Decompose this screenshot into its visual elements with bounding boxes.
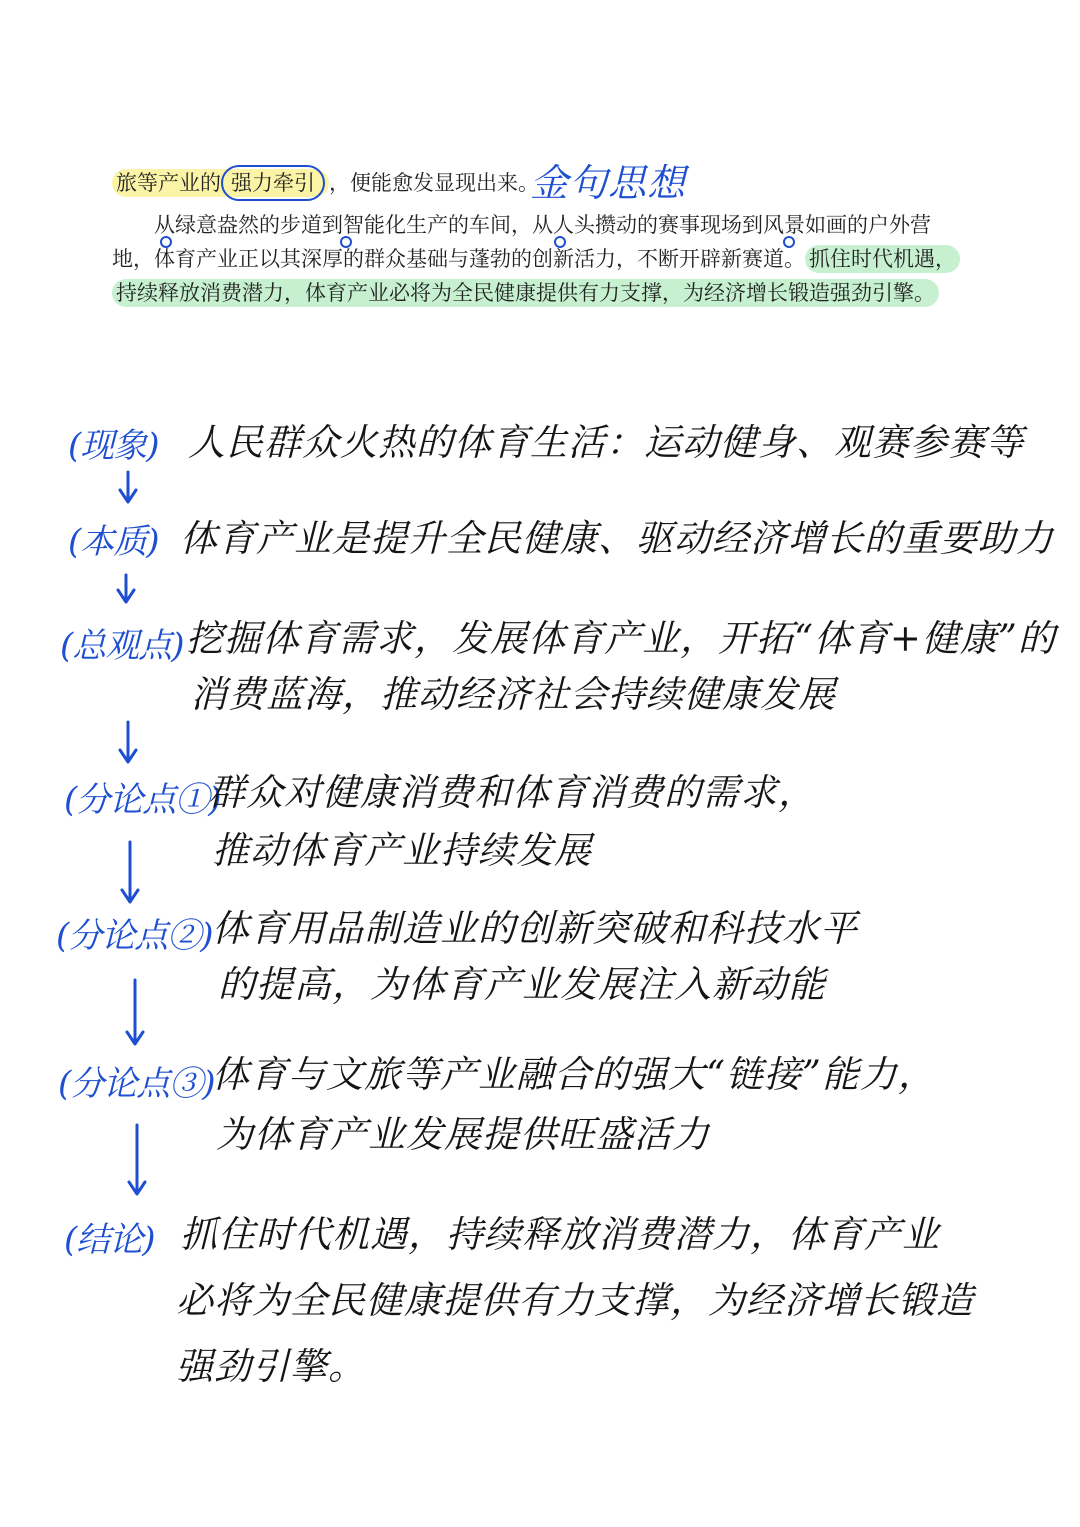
outline-text-essence: 体育产业是提升全民健康、驱动经济增长的重要助力 bbox=[180, 517, 1054, 560]
line1-pre-text: 旅等产业的 bbox=[116, 171, 221, 195]
outline-label-conclusion: (结论) bbox=[64, 1220, 155, 1260]
outline-text-sub-point-2-a: 体育用品制造业的创新突破和科技水平 bbox=[212, 907, 858, 950]
outline-text-sub-point-1-b: 推动体育产业持续发展 bbox=[212, 829, 592, 872]
outline-text-sub-point-3-b: 为体育产业发展提供旺盛活力 bbox=[216, 1113, 710, 1156]
outline-text-sub-point-1-a: 群众对健康消费和体育消费的需求， bbox=[208, 771, 816, 814]
outline-label-main-point: (总观点) bbox=[60, 626, 184, 666]
outline-text-conclusion-c: 强劲引擎。 bbox=[176, 1345, 366, 1388]
outline-text-phenomenon: 人民群众火热的体育生活：运动健身、观赛参赛等 bbox=[188, 421, 1024, 464]
paragraph-line-2-text: 地，体育产业正以其深厚的群众基础与蓬勃的创新活力，不断开辟新赛道。 bbox=[112, 247, 805, 271]
outline-text-sub-point-3-a: 体育与文旅等产业融合的强大“链接”能力， bbox=[212, 1053, 936, 1096]
highlight-green-line: 持续释放消费潜力，体育产业必将为全民健康提供有力支撑，为经济增长锻造强劲引擎。 bbox=[112, 279, 939, 307]
outline-label-essence: (本质) bbox=[68, 522, 159, 562]
line1-post-text: ，便能愈发显现出来。 bbox=[329, 171, 539, 195]
handwritten-note: 金句思想 bbox=[530, 161, 687, 205]
outline-text-conclusion-a: 抓住时代机遇，持续释放消费潜力，体育产业 bbox=[180, 1213, 940, 1256]
outline-label-sub-point-3: (分论点③) bbox=[58, 1064, 215, 1104]
paragraph-line-1: 从绿意盎然的步道到智能化生产的车间，从人头攒动的赛事现场到风景如画的户外营 bbox=[154, 213, 931, 237]
outline-label-sub-point-2: (分论点②) bbox=[56, 916, 213, 956]
outline-text-main-point-1: 挖掘体育需求，发展体育产业，开拓“体育+健康”的 bbox=[186, 617, 1056, 660]
outline-label-phenomenon: (现象) bbox=[68, 426, 159, 466]
outline-text-main-point-2: 消费蓝海，推动经济社会持续健康发展 bbox=[190, 673, 836, 716]
outline-label-sub-point-1: (分论点①) bbox=[64, 780, 221, 820]
highlight-green-inline: 抓住时代机遇， bbox=[805, 245, 960, 273]
outline-text-sub-point-2-b: 的提高，为体育产业发展注入新动能 bbox=[218, 963, 826, 1006]
circled-phrase: 强力牵引 bbox=[221, 165, 325, 201]
outline-text-conclusion-b: 必将为全民健康提供有力支撑，为经济增长锻造 bbox=[176, 1279, 974, 1322]
